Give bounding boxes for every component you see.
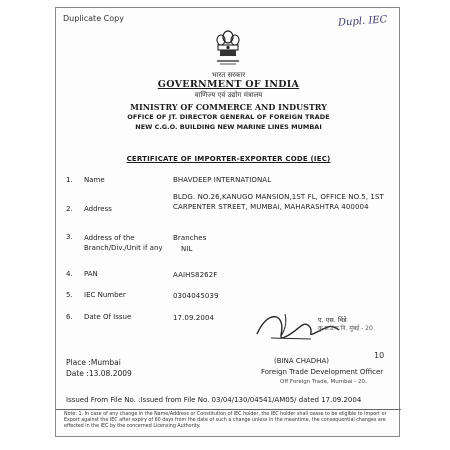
field-number: 4. [66,270,73,278]
issued-from-file: Issued From File No. :Issued from File No. 03/04/130/04541/AM05/ dated 17.09.2004 [66,396,362,404]
field-number: 1. [66,176,73,184]
field-value-iec-number: 0304045039 [173,292,219,300]
field-label-pan: PAN [84,270,98,278]
stamp-name-hindi: ए. एस. विंडे [318,316,347,324]
field-number: 3. [66,233,73,241]
footnote: Note: 1. In case of any change in the Name/Address or Constitution of IEC holder, the IEC holder shall cease to be eligible to Import or Export against the IEC after expiry of 60 days from the date of such a change unless in the meantime, the consequential changes are effected in the IEC by the concerned Licensing Authority. [64,412,387,429]
field-label-date-of-issue: Date Of Issue [84,313,132,321]
field-value-name: BHAVDEEP INTERNATIONAL [173,176,272,184]
officer-designation: Foreign Trade Development Officer [261,368,384,376]
field-number: 2. [66,205,73,213]
certificate-title: CERTIFICATE OF IMPORTER-EXPORTER CODE (IEC) [126,155,331,163]
margin-mark: 10 [374,351,385,360]
officer-name: (BINA CHADHA) [274,357,329,365]
hindi-ministry-title: वाणिज्य एवं उद्योग मंत्रालय [194,91,263,99]
field-value-address: BLDG. NO.26,KANUGO MANSION,1ST FL, OFFICE NO.5, 1ST CARPENTER STREET, MUMBAI, MAHARASHTRA 400004 [173,193,384,211]
duplicate-copy-label: Duplicate Copy [63,14,124,23]
field-number: 6. [66,313,73,321]
ministry-title: MINISTRY OF COMMERCE AND INDUSTRY [130,102,327,112]
field-label-address: Address [84,205,112,213]
field-value-branches: Branches [173,234,207,242]
handwritten-note: Dupl. IEC [337,14,388,29]
office-sub-line: Off Foreign Trade, Mumbai - 20. [280,379,367,385]
hindi-government-title: भारत सरकार [211,71,246,79]
national-emblem-icon [213,28,243,66]
field-label-branch: Address of the Branch/Div./Unit if any [84,234,163,252]
field-value-date-of-issue: 17.09.2004 [173,314,215,322]
field-label-iec-number: IEC Number [84,291,126,299]
field-number: 5. [66,291,73,299]
field-value-pan: AAIHS8262F [173,271,218,279]
place: Place :Mumbai [66,358,121,367]
field-label-name: Name [84,176,105,184]
building-title: NEW C.G.O. BUILDING NEW MARINE LINES MUMBAI [135,123,322,131]
government-title: GOVERNMENT OF INDIA [157,79,300,90]
certificate-document [55,7,400,437]
divider [56,409,401,410]
field-value-branch-nil: NIL [181,245,193,253]
office-title: OFFICE OF JT. DIRECTOR GENERAL OF FOREIGN TRADE [127,113,330,121]
issue-date: Date :13.08.2009 [66,369,132,378]
stamp-hindi-line: कृ प्र.उ.म.नि. मुंबई - 20 [318,325,373,332]
